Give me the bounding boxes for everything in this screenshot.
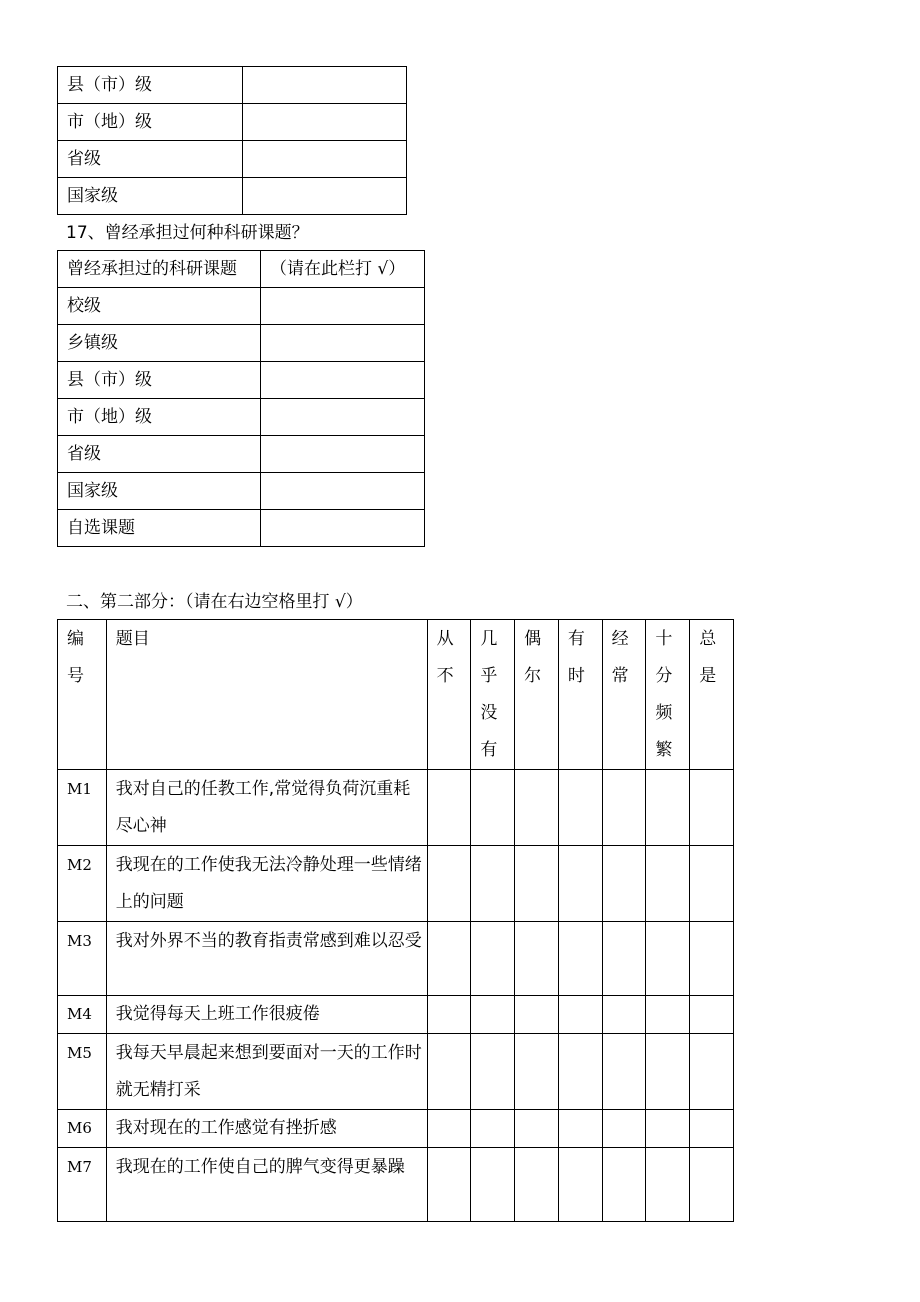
header-option-almost-never: 几乎没有	[471, 620, 515, 770]
question-17-label: 17、曾经承担过何种科研课题？	[66, 223, 309, 243]
item-text: 我对自己的任教工作,常觉得负荷沉重耗尽心神	[106, 770, 427, 846]
answer-cell[interactable]	[558, 922, 602, 996]
item-text: 我觉得每天上班工作很疲倦	[106, 996, 427, 1034]
table-row	[58, 362, 425, 399]
part-2-heading: 二、第二部分：（请在右边空格里打 √）	[66, 592, 363, 612]
answer-cell[interactable]	[690, 770, 734, 846]
answer-cell[interactable]	[515, 996, 559, 1034]
answer-cell[interactable]	[427, 1034, 471, 1110]
answer-cell[interactable]	[602, 770, 646, 846]
header-check-column: （请在此栏打 √）	[261, 251, 425, 288]
table-row	[58, 104, 407, 141]
answer-cell[interactable]	[471, 1110, 515, 1148]
answer-cell[interactable]	[471, 846, 515, 922]
topic-level-label: 县（市）级	[58, 362, 261, 399]
answer-cell[interactable]	[427, 1110, 471, 1148]
answer-cell[interactable]	[602, 1034, 646, 1110]
answer-cell[interactable]	[602, 922, 646, 996]
answer-cell[interactable]	[646, 1034, 690, 1110]
check-cell[interactable]	[243, 67, 407, 104]
answer-cell[interactable]	[646, 1110, 690, 1148]
topic-level-label: 自选课题	[58, 510, 261, 547]
research-topic-table	[57, 250, 425, 547]
answer-cell[interactable]	[515, 1034, 559, 1110]
check-cell[interactable]	[243, 178, 407, 215]
table-row	[58, 67, 407, 104]
header-option-occasionally: 偶尔	[515, 620, 559, 770]
answer-cell[interactable]	[602, 996, 646, 1034]
answer-cell[interactable]	[427, 770, 471, 846]
table-row	[58, 141, 407, 178]
answer-cell[interactable]	[471, 1148, 515, 1222]
answer-cell[interactable]	[558, 1148, 602, 1222]
answer-cell[interactable]	[427, 922, 471, 996]
answer-cell[interactable]	[646, 1148, 690, 1222]
answer-cell[interactable]	[427, 846, 471, 922]
answer-cell[interactable]	[602, 1110, 646, 1148]
item-text: 我对外界不当的教育指责常感到难以忍受	[106, 922, 427, 996]
answer-cell[interactable]	[558, 846, 602, 922]
topic-level-label: 国家级	[58, 473, 261, 510]
item-text: 我现在的工作使我无法冷静处理一些情绪上的问题	[106, 846, 427, 922]
table-row	[58, 1148, 734, 1222]
answer-cell[interactable]	[515, 922, 559, 996]
answer-cell[interactable]	[515, 1148, 559, 1222]
check-cell[interactable]	[261, 399, 425, 436]
table-row	[58, 1034, 734, 1110]
answer-cell[interactable]	[602, 846, 646, 922]
table-row	[58, 399, 425, 436]
header-option-often: 经常	[602, 620, 646, 770]
answer-cell[interactable]	[690, 922, 734, 996]
answer-cell[interactable]	[646, 996, 690, 1034]
table-row	[58, 178, 407, 215]
answer-cell[interactable]	[690, 846, 734, 922]
check-cell[interactable]	[261, 436, 425, 473]
answer-cell[interactable]	[690, 1148, 734, 1222]
answer-cell[interactable]	[471, 770, 515, 846]
answer-cell[interactable]	[690, 1034, 734, 1110]
header-research-topic: 曾经承担过的科研课题	[58, 251, 261, 288]
item-text: 我现在的工作使自己的脾气变得更暴躁	[106, 1148, 427, 1222]
answer-cell[interactable]	[646, 770, 690, 846]
answer-cell[interactable]	[515, 770, 559, 846]
level-label: 市（地）级	[58, 104, 243, 141]
check-cell[interactable]	[261, 325, 425, 362]
answer-cell[interactable]	[558, 1034, 602, 1110]
answer-cell[interactable]	[602, 1148, 646, 1222]
answer-cell[interactable]	[558, 1110, 602, 1148]
check-cell[interactable]	[243, 104, 407, 141]
table-row	[58, 510, 425, 547]
table-header-row	[58, 620, 734, 770]
item-id: M1	[58, 770, 107, 846]
topic-level-label: 市（地）级	[58, 399, 261, 436]
level-label: 省级	[58, 141, 243, 178]
answer-cell[interactable]	[427, 996, 471, 1034]
item-id: M7	[58, 1148, 107, 1222]
check-cell[interactable]	[261, 510, 425, 547]
header-item: 题目	[106, 620, 427, 770]
answer-cell[interactable]	[690, 996, 734, 1034]
answer-cell[interactable]	[646, 922, 690, 996]
topic-level-label: 乡镇级	[58, 325, 261, 362]
answer-cell[interactable]	[515, 1110, 559, 1148]
answer-cell[interactable]	[558, 770, 602, 846]
table-row	[58, 325, 425, 362]
item-id: M2	[58, 846, 107, 922]
item-id: M6	[58, 1110, 107, 1148]
table-row	[58, 436, 425, 473]
item-id: M3	[58, 922, 107, 996]
answer-cell[interactable]	[471, 996, 515, 1034]
answer-cell[interactable]	[427, 1148, 471, 1222]
answer-cell[interactable]	[515, 846, 559, 922]
item-id: M5	[58, 1034, 107, 1110]
header-option-always: 总是	[690, 620, 734, 770]
table-row	[58, 473, 425, 510]
check-cell[interactable]	[243, 141, 407, 178]
table-row	[58, 1110, 734, 1148]
table-row	[58, 922, 734, 996]
header-option-sometimes: 有时	[558, 620, 602, 770]
topic-level-label: 省级	[58, 436, 261, 473]
check-cell[interactable]	[261, 362, 425, 399]
answer-cell[interactable]	[646, 846, 690, 922]
table-row	[58, 846, 734, 922]
table-header-row	[58, 251, 425, 288]
header-option-very-often: 十分频繁	[646, 620, 690, 770]
check-cell[interactable]	[261, 288, 425, 325]
part-2-questionnaire-table	[57, 619, 734, 1222]
level-table	[57, 66, 407, 215]
answer-cell[interactable]	[558, 996, 602, 1034]
check-cell[interactable]	[261, 473, 425, 510]
header-option-never: 从不	[427, 620, 471, 770]
item-text: 我每天早晨起来想到要面对一天的工作时就无精打采	[106, 1034, 427, 1110]
table-row	[58, 288, 425, 325]
level-label: 国家级	[58, 178, 243, 215]
level-label: 县（市）级	[58, 67, 243, 104]
header-number: 编号	[58, 620, 107, 770]
answer-cell[interactable]	[471, 1034, 515, 1110]
answer-cell[interactable]	[471, 922, 515, 996]
table-row	[58, 770, 734, 846]
item-id: M4	[58, 996, 107, 1034]
table-row	[58, 996, 734, 1034]
topic-level-label: 校级	[58, 288, 261, 325]
item-text: 我对现在的工作感觉有挫折感	[106, 1110, 427, 1148]
answer-cell[interactable]	[690, 1110, 734, 1148]
